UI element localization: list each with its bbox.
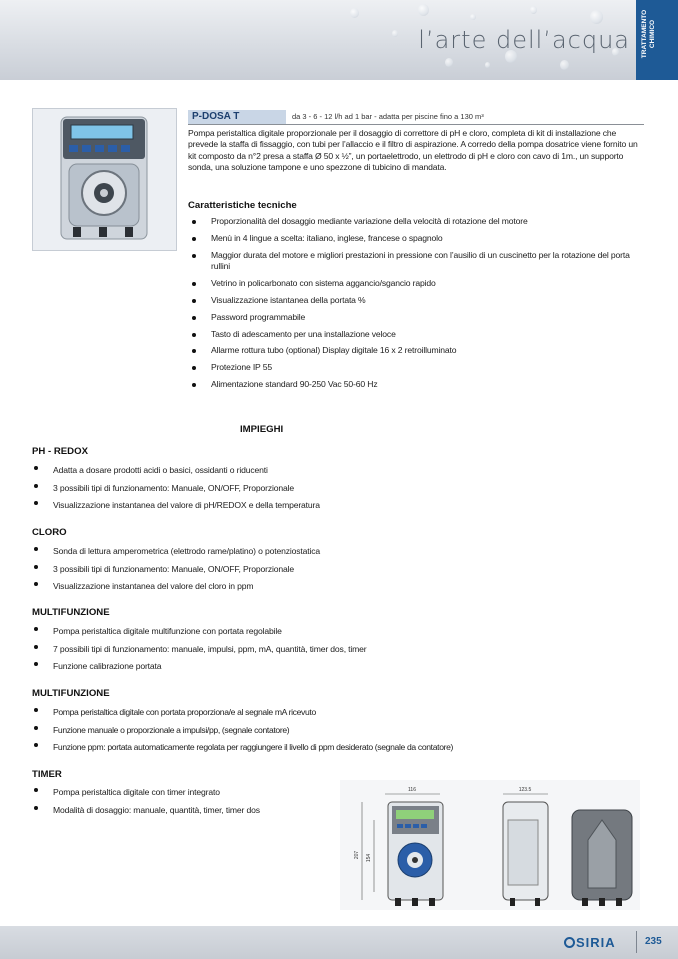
- impieghi-title: IMPIEGHI: [240, 424, 284, 435]
- list-item: Visualizzazione istantanea della portata %: [190, 295, 642, 306]
- dim-height-inner: 154: [366, 853, 372, 863]
- list-item: Funzione calibrazione portata: [32, 658, 592, 676]
- dim-height-total: 207: [354, 850, 360, 860]
- list-item: Protezione IP 55: [190, 362, 642, 373]
- list-item: Pompa peristaltica digitale con timer integrato: [32, 784, 332, 802]
- list-item: Menù in 4 lingue a scelta: italiano, inglese, francese o spagnolo: [190, 233, 642, 244]
- features-title: Caratteristiche tecniche: [188, 200, 297, 211]
- cloro-list: [32, 543, 552, 596]
- ph-redox-list: [32, 462, 552, 515]
- list-item: Visualizzazione instantanea del valore di pH/REDOX e della temperatura: [32, 497, 552, 515]
- multifunzione-list-2: [32, 704, 632, 757]
- cloro-title: CLORO: [32, 527, 67, 538]
- list-item: Funzione ppm: portata automaticamente regolata per raggiungere il livello di ppm desiderato (segnale da contatore): [32, 739, 632, 757]
- list-item: Modalità di dosaggio: manuale, quantità, timer, timer dos: [32, 802, 332, 820]
- logo-text: SIRIA: [576, 935, 616, 950]
- product-subtitle: da 3 - 6 - 12 l/h ad 1 bar - adatta per piscine fino a 130 m³: [292, 112, 484, 121]
- list-item: Visualizzazione instantanea del valore del cloro in ppm: [32, 578, 552, 596]
- list-item: 7 possibili tipi di funzionamento: manuale, impulsi, ppm, mA, quantità, timer dos, timer: [32, 641, 592, 659]
- list-item: Funzione manuale o proporzionale a impulsi/pp, (segnale contatore): [32, 722, 632, 740]
- features-list: [190, 216, 642, 390]
- list-item: Password programmabile: [190, 312, 642, 323]
- list-item: 3 possibili tipi di funzionamento: Manuale, ON/OFF, Proporzionale: [32, 480, 552, 498]
- list-item: Vetrino in policarbonato con sistema aggancio/sgancio rapido: [190, 278, 642, 289]
- list-item: Pompa peristaltica digitale multifunzione con portata regolabile: [32, 623, 592, 641]
- product-description: Pompa peristaltica digitale proporzionale per il dosaggio di correttore di pH e cloro, completa di kit di installazione che prevede la staffa di fissaggio, con tubi per l’allaccio e il filtro di aspirazione. A corredo della pompa dosatrice viene fornito un kit composto da n°2 presa a staffa Ø 50 x ½”, un portaelettrodo, un elettrodo di pH e cloro con cavo di 1m., un supporto sonda, una soluzione tampone e uno spezzone di tubicino di mandata.: [188, 128, 638, 173]
- header-title: l’arte dell’acqua: [418, 26, 630, 54]
- list-item: Allarme rottura tubo (optional) Display digitale 16 x 2 retroilluminato: [190, 345, 642, 356]
- dim-width-side: 123.5: [518, 787, 532, 793]
- list-item: Adatta a dosare prodotti acidi o basici, ossidanti o riducenti: [32, 462, 552, 480]
- list-item: 3 possibili tipi di funzionamento: Manuale, ON/OFF, Proporzionale: [32, 561, 552, 579]
- list-item: Tasto di adescamento per una installazione veloce: [190, 329, 642, 340]
- product-name: P-DOSA T: [188, 110, 286, 124]
- technical-drawings: [340, 780, 640, 910]
- siria-logo: [564, 935, 616, 950]
- multifunzione-title-2: MULTIFUNZIONE: [32, 688, 110, 699]
- timer-title: TIMER: [32, 769, 62, 780]
- list-item: Pompa peristaltica digitale con portata proporziona/e al segnale mA ricevuto: [32, 704, 632, 722]
- ph-redox-title: PH - REDOX: [32, 446, 88, 457]
- dim-width-front: 116: [408, 787, 416, 793]
- list-item: Proporzionalità del dosaggio mediante variazione della velocità di rotazione del motore: [190, 216, 642, 227]
- multifunzione-title-1: MULTIFUNZIONE: [32, 607, 110, 618]
- footer-divider: [636, 931, 637, 953]
- logo-mark-icon: [564, 937, 575, 948]
- list-item: Alimentazione standard 90-250 Vac 50-60 Hz: [190, 379, 642, 390]
- list-item: Maggior durata del motore e migliori prestazioni in pressione con l’ausilio di un cuscinetto per la rotazione del porta rullini: [190, 250, 642, 271]
- multifunzione-list-1: [32, 623, 592, 676]
- list-item: Sonda di lettura amperometrica (elettrodo rame/platino) o potenziostatica: [32, 543, 552, 561]
- page-number: 235: [645, 936, 662, 947]
- product-photo: [32, 108, 177, 251]
- timer-list: [32, 784, 332, 819]
- section-tab-label: TRATTAMENTO CHIMICO: [641, 9, 656, 59]
